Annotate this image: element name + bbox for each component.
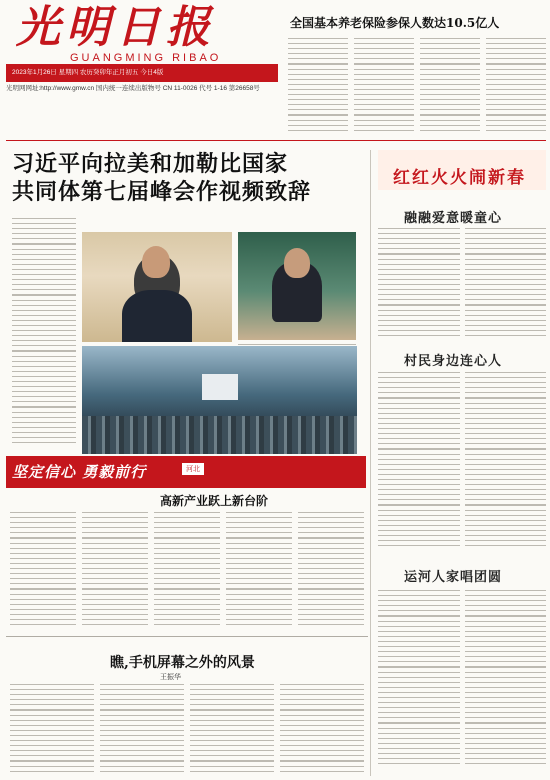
masthead-english: GUANGMING RIBAO <box>70 52 222 64</box>
date-bar <box>6 64 278 82</box>
url-line: 光明网网址:http://www.gmw.cn 国内统一连续出版物号 CN 11-0026 代号 1-16 第26658号 <box>6 85 260 92</box>
side-photo <box>238 232 356 340</box>
lead-headline-line1: 习近平向拉美和加勒比国家 <box>12 151 289 177</box>
feature-body <box>10 512 364 632</box>
lead-headline <box>12 150 311 206</box>
summit-photo <box>82 346 357 454</box>
lead-photo <box>82 232 232 342</box>
top-divider <box>6 140 546 141</box>
feature-banner-tag: 河北 <box>182 463 204 475</box>
top-right-body <box>288 38 546 138</box>
bottom-headline: 瞧,手机屏幕之外的风景 <box>110 655 255 671</box>
lead-headline-line2: 共同体第七届峰会作视频致辞 <box>12 179 312 205</box>
story2-title: 村民身边连心人 <box>404 354 503 369</box>
lead-body-left <box>12 218 76 452</box>
feature-banner-label: 坚定信心 勇毅前行 <box>12 463 147 481</box>
bottom-byline: 王振华 <box>160 674 181 681</box>
masthead-title: 光明日报 <box>16 2 216 53</box>
story3-body <box>378 590 546 776</box>
date-line: 2023年1月26日 星期四 农历癸卯年正月初五 今日4版 <box>12 69 164 76</box>
story1-title: 融融爱意暖童心 <box>404 211 503 226</box>
story2-body <box>378 372 546 552</box>
column-divider <box>370 150 371 776</box>
feature-subheadline: 高新产业跃上新台阶 <box>160 494 269 508</box>
story3-title: 运河人家唱团圆 <box>404 570 503 585</box>
bottom-body <box>10 684 364 776</box>
feature-divider <box>6 636 368 637</box>
section-title: 红红火火闹新春 <box>393 168 526 188</box>
story1-body <box>378 228 546 336</box>
top-right-headline: 全国基本养老保险参保人数达10.5亿人 <box>290 16 500 30</box>
